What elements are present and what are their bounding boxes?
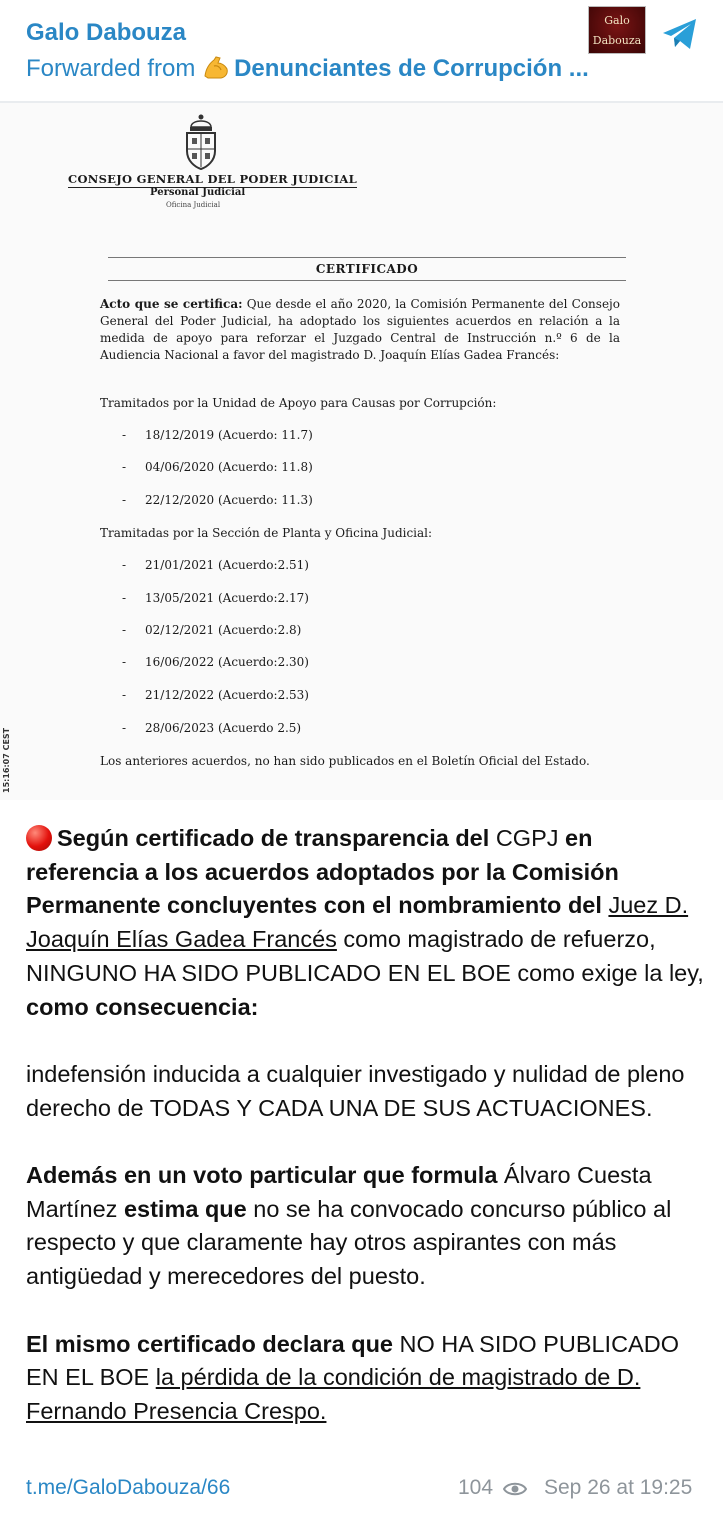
document-title: CERTIFICADO bbox=[315, 262, 419, 276]
message-link[interactable]: t.me/GaloDabouza/66 bbox=[26, 1476, 231, 1499]
text: NO HA SIDO PUBLICADO EN EL BOE bbox=[26, 1330, 679, 1391]
divider bbox=[108, 280, 626, 281]
paragraph-4 bbox=[26, 1328, 706, 1429]
text-bold: El mismo certificado declara que bbox=[26, 1330, 393, 1357]
avatar-line2: Dabouza bbox=[592, 34, 642, 47]
red-circle-icon bbox=[26, 825, 52, 851]
paragraph-1 bbox=[26, 822, 706, 1024]
list-dash: - bbox=[122, 460, 127, 474]
list-item: 28/06/2023 (Acuerdo 2.5) bbox=[145, 721, 302, 735]
list-dash: - bbox=[122, 623, 127, 637]
certificate-image[interactable] bbox=[0, 103, 723, 800]
avatar[interactable] bbox=[588, 6, 646, 54]
list-dash: - bbox=[122, 493, 127, 507]
list-item: 13/05/2021 (Acuerdo:2.17) bbox=[145, 591, 309, 605]
list-dash: - bbox=[122, 655, 127, 669]
text-bold: Según certificado de transparencia del bbox=[57, 825, 496, 851]
text: no se ha convocado concurso público al respecto y que claramente hay otros aspirantes con más antigüedad y merecedores del puesto. bbox=[26, 1195, 672, 1290]
forwarded-from[interactable] bbox=[26, 54, 589, 83]
message-text bbox=[26, 822, 706, 1462]
coat-of-arms-icon bbox=[178, 113, 224, 173]
avatar-line1: Galo bbox=[604, 14, 630, 27]
list-dash: - bbox=[122, 558, 127, 572]
closing-paragraph: Los anteriores acuerdos, no han sido publicados en el Boletín Oficial del Estado. bbox=[100, 754, 590, 768]
list-dash: - bbox=[122, 688, 127, 702]
list-item: 21/12/2022 (Acuerdo:2.53) bbox=[145, 688, 309, 702]
text-bold: Además en un voto particular que formula bbox=[26, 1162, 498, 1188]
text: Álvaro Cuesta Martínez bbox=[26, 1162, 652, 1222]
divider bbox=[108, 257, 626, 258]
paragraph-3 bbox=[26, 1159, 706, 1294]
timestamp: Sep 26 at 19:25 bbox=[544, 1476, 693, 1499]
list-item: 18/12/2019 (Acuerdo: 11.7) bbox=[145, 428, 313, 442]
list-dash: - bbox=[122, 591, 127, 605]
organization-sub: Personal Judicial bbox=[150, 187, 246, 198]
act-label: Acto que se certifica: bbox=[100, 297, 243, 311]
group1-title: Tramitados por la Unidad de Apoyo para Causas por Corrupción: bbox=[100, 396, 497, 410]
list-dash: - bbox=[122, 721, 127, 735]
paragraph-2: indefensión inducida a cualquier investigado y nulidad de pleno derecho de TODAS Y CADA UNA DE SUS ACTUACIONES. bbox=[26, 1060, 685, 1121]
text-bold: estima que bbox=[123, 1195, 247, 1222]
text-underlined: la pérdida de la condición de magistrado de D. Fernando Presencia Crespo. bbox=[26, 1364, 641, 1424]
list-item: 22/12/2020 (Acuerdo: 11.3) bbox=[145, 493, 313, 507]
forwarded-source: Denunciantes de Corrupción ... bbox=[234, 55, 589, 82]
telegram-icon[interactable] bbox=[660, 14, 700, 54]
act-paragraph bbox=[100, 296, 620, 364]
list-item: 16/06/2022 (Acuerdo:2.30) bbox=[145, 655, 309, 669]
text-bold: en referencia a los acuerdos adoptados por la Comisión Permanente concluyentes con el nombramiento del bbox=[26, 825, 619, 919]
text-underlined: Juez D. Joaquín Elías Gadea Francés bbox=[26, 892, 689, 953]
organization-name: CONSEJO GENERAL DEL PODER JUDICIAL bbox=[68, 172, 358, 186]
list-dash: - bbox=[122, 428, 127, 442]
organization-sub2: Oficina Judicial bbox=[166, 201, 221, 209]
act-text: Que desde el año 2020, la Comisión Permanente del Consejo General del Poder Judicial, ha adoptado los siguientes acuerdos en relación a la medida de apoyo para reforzar el Juzgado Central de Instrucción n.º 6 de la Audiencia Nacional a favor del magistrado D. Joaquín Elías Gadea Francés: bbox=[100, 297, 620, 362]
group2-title: Tramitadas por la Sección de Planta y Oficina Judicial: bbox=[100, 526, 433, 540]
forwarded-prefix: Forwarded from bbox=[26, 55, 203, 82]
side-stamp: 15:16:07 CEST bbox=[2, 727, 11, 793]
text: como magistrado de refuerzo, NINGUNO HA SIDO PUBLICADO EN EL BOE como exige la ley, bbox=[26, 926, 704, 986]
list-item: 02/12/2021 (Acuerdo:2.8) bbox=[145, 623, 302, 637]
text-bold: como consecuencia: bbox=[26, 993, 259, 1020]
list-item: 21/01/2021 (Acuerdo:2.51) bbox=[145, 558, 309, 572]
view-count: 104 bbox=[458, 1476, 494, 1499]
text: CGPJ bbox=[495, 825, 559, 851]
channel-name[interactable]: Galo Dabouza bbox=[26, 19, 187, 46]
flexed-biceps-icon bbox=[202, 54, 230, 80]
message-header bbox=[0, 0, 723, 103]
eye-icon bbox=[503, 1479, 527, 1499]
list-item: 04/06/2020 (Acuerdo: 11.8) bbox=[145, 460, 313, 474]
